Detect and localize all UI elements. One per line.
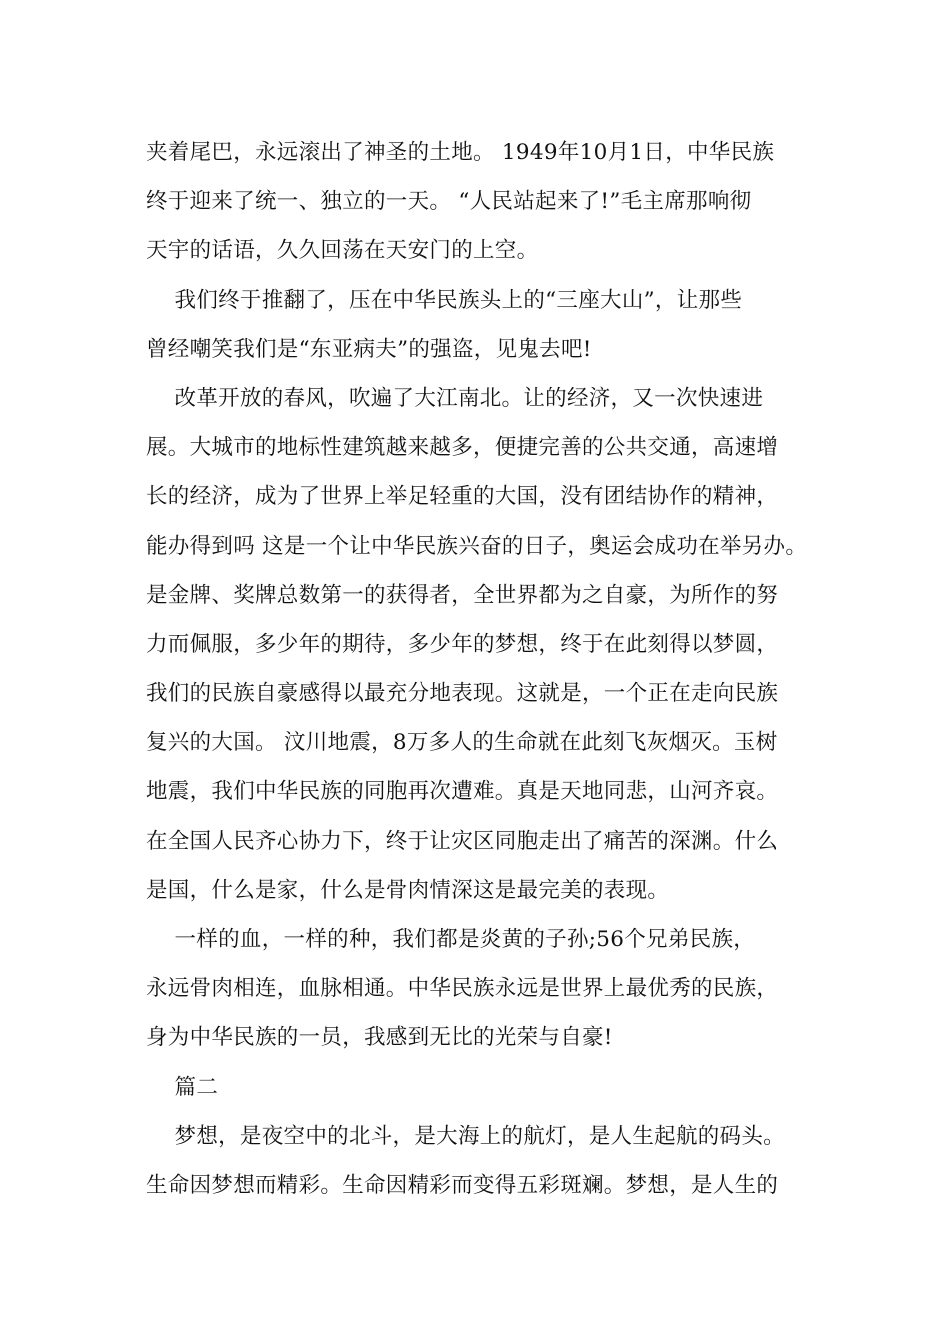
text-line: 天宇的话语，久久回荡在天安门的上空。 — [146, 238, 539, 264]
text-line: 长的经济，成为了世界上举足轻重的大国，没有团结协作的精神， — [146, 484, 779, 510]
text-line: 复兴的大国。 汶川地震，8万多人的生命就在此刻飞灰烟灭。玉树 — [146, 730, 778, 756]
text-line: 我们终于推翻了，压在中华民族头上的“三座大山”，让那些 — [146, 287, 743, 313]
text-line: 能办得到吗 这是一个让中华民族兴奋的日子，奥运会成功在举另办。 — [146, 533, 808, 559]
text-line: 力而佩服，多少年的期待，多少年的梦想，终于在此刻得以梦圆， — [146, 631, 779, 657]
text-line: 梦想，是夜空中的北斗，是大海上的航灯，是人生起航的码头。 — [146, 1123, 785, 1149]
text-line: 在全国人民齐心协力下，终于让灾区同胞走出了痛苦的深渊。什么 — [146, 828, 779, 854]
document-body — [146, 128, 826, 1210]
section-heading: 篇二 — [146, 1074, 219, 1100]
text-line: 改革开放的春风，吹遍了大江南北。让的经济，又一次快速进 — [146, 385, 764, 411]
text-line: 我们的民族自豪感得以最充分地表现。这就是，一个正在走向民族 — [146, 681, 779, 707]
text-line: 曾经嘲笑我们是“东亚病夫”的强盗，见鬼去吧! — [146, 336, 592, 362]
text-line: 永远骨肉相连，血脉相通。中华民族永远是世界上最优秀的民族， — [146, 976, 779, 1002]
text-line: 终于迎来了统一、独立的一天。 “人民站起来了!”毛主席那响彻 — [146, 189, 752, 215]
text-line: 夹着尾巴，永远滚出了神圣的土地。 1949年10月1日，中华民族 — [146, 140, 775, 165]
text-line: 身为中华民族的一员，我感到无比的光荣与自豪! — [146, 1025, 613, 1051]
text-line: 地震，我们中华民族的同胞再次遭难。真是天地同悲，山河齐哀。 — [146, 779, 779, 805]
text-line: 生命因梦想而精彩。生命因精彩而变得五彩斑斓。梦想，是人生的 — [146, 1172, 779, 1198]
text-line: 展。大城市的地标性建筑越来越多，便捷完善的公共交通，高速增 — [146, 435, 779, 461]
text-line: 是国，什么是家，什么是骨肉情深这是最完美的表现。 — [146, 877, 670, 903]
text-line: 一样的血，一样的种，我们都是炎黄的子孙;56个兄弟民族， — [146, 927, 756, 952]
text-line: 是金牌、奖牌总数第一的获得者，全世界都为之自豪，为所作的努 — [146, 582, 779, 608]
